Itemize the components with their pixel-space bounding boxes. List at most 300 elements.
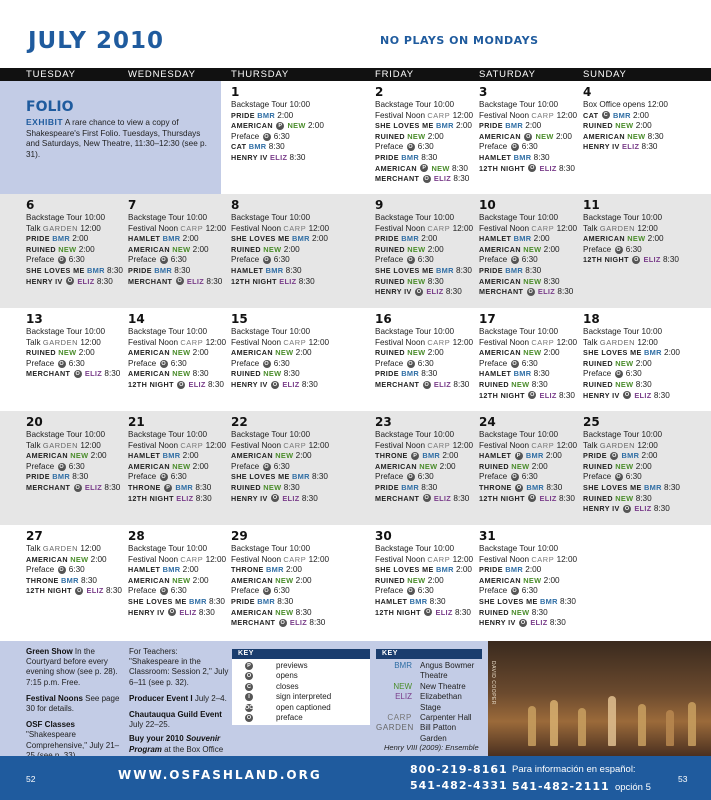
performance-line: RUINED NEW 2:00 xyxy=(26,244,95,254)
event-symbol-icon: O xyxy=(512,474,517,481)
event-symbol-icon: O xyxy=(264,463,269,470)
schedule-line: Backstage Tour 10:00 xyxy=(231,100,311,109)
performance-line: THRONE P BMR 8:30 xyxy=(128,482,212,492)
schedule-line: Backstage Tour 10:00 xyxy=(583,430,663,439)
day-number: 24 xyxy=(479,415,496,429)
performance-line: HENRY IV O ELIZ 8:30 xyxy=(583,504,670,514)
day-cell xyxy=(479,194,578,308)
event-symbol-icon: O xyxy=(272,381,278,388)
event-symbol-icon: O xyxy=(408,257,413,264)
spanish-info-phone: 541-482-2111 opción 5 xyxy=(512,780,651,793)
performance-line: 12TH NIGHT O ELIZ 8:30 xyxy=(479,163,575,173)
performance-line: HAMLET BMR 8:30 xyxy=(231,265,302,275)
performance-line: AMERICAN NEW 8:30 xyxy=(231,607,312,617)
performance-line: MERCHANT O ELIZ 8:30 xyxy=(231,618,326,628)
schedule-line: Preface O 6:30 xyxy=(231,586,290,596)
performance-line: RUINED NEW 2:00 xyxy=(479,461,548,471)
performance-line: SHE LOVES ME BMR 8:30 xyxy=(26,265,123,275)
schedule-line: Preface O 6:30 xyxy=(479,358,538,368)
performance-line: AMERICAN O NEW 2:00 xyxy=(479,131,572,141)
event-symbol-icon: P xyxy=(420,164,428,172)
schedule-line: Preface O 6:30 xyxy=(375,472,434,482)
event-symbol-icon: C xyxy=(602,111,610,119)
schedule-line: Box Office opens 12:00 xyxy=(583,100,668,109)
event-symbol-icon: O xyxy=(246,673,252,680)
event-symbol-icon: O xyxy=(408,474,413,481)
performance-line: SHE LOVES ME BMR 2:00 xyxy=(375,121,472,131)
event-symbol-icon: O xyxy=(59,257,64,264)
performance-line: AMERICAN NEW 2:00 xyxy=(128,244,209,254)
key-entry: O opens xyxy=(246,671,298,681)
event-symbol-icon: O xyxy=(416,288,422,295)
day-cell xyxy=(479,411,578,525)
key-title: KEY xyxy=(376,649,482,659)
performance-line: PRIDE O BMR 2:00 xyxy=(583,451,658,461)
performance-line: SHE LOVES ME BMR 2:00 xyxy=(583,348,680,358)
event-symbol-icon: O xyxy=(77,588,82,595)
day-cell xyxy=(375,525,474,641)
day-cell xyxy=(479,81,578,194)
performance-line: THRONE P BMR 2:00 xyxy=(375,451,459,461)
photo-caption: Henry VIII (2009): Ensemble xyxy=(384,743,479,752)
performance-line: PRIDE BMR 2:00 xyxy=(26,234,89,244)
performance-line: RUINED NEW 8:30 xyxy=(583,379,652,389)
event-line: Festival Noon CARP 12:00 xyxy=(231,554,330,564)
folio-exhibit-box xyxy=(0,81,221,194)
event-symbol-icon: O xyxy=(516,484,522,491)
performance-line: HENRY IV O ELIZ 8:30 xyxy=(231,379,318,389)
performance-line: 12TH NIGHT O ELIZ 8:30 xyxy=(375,607,471,617)
key-entry: BMR Angus Bowmer Theatre xyxy=(394,661,475,681)
performance-line: THRONE BMR 2:00 xyxy=(231,565,302,575)
performance-line: PRIDE BMR 8:30 xyxy=(375,369,438,379)
day-cell xyxy=(231,194,365,308)
performance-line: AMERICAN NEW 2:00 xyxy=(479,244,560,254)
performance-line: 12TH NIGHT ELIZ 8:30 xyxy=(128,493,212,503)
event-symbol-icon: O xyxy=(512,360,517,367)
performance-line: HENRY IV O ELIZ 8:30 xyxy=(231,493,318,503)
performance-line: MERCHANT O ELIZ 8:30 xyxy=(26,482,121,492)
performance-line: RUINED NEW 2:00 xyxy=(583,121,652,131)
schedule-line: Preface O 6:30 xyxy=(231,131,290,141)
day-cell xyxy=(231,411,365,525)
schedule-line: Preface O 6:30 xyxy=(128,586,187,596)
day-number: 21 xyxy=(128,415,145,429)
schedule-line: Backstage Tour 10:00 xyxy=(26,213,106,222)
performance-line: THRONE O BMR 8:30 xyxy=(479,482,563,492)
performance-line: SHE LOVES ME BMR 8:30 xyxy=(583,482,680,492)
key-entry: P previews xyxy=(244,661,370,671)
week-row xyxy=(0,81,711,194)
schedule-line: Preface O 6:30 xyxy=(583,244,642,254)
info-column-2: For Teachers: "Shakespeare in the Classroom: Session 2," July 6–11 (see p. 32). Producer Event I July 2–4. Chautauqua Guild Event July 22–25. Buy your 2010 Souvenir Program at the Box Office xyxy=(129,647,229,754)
day-cell xyxy=(128,194,227,308)
performance-line: MERCHANT O ELIZ 8:30 xyxy=(375,174,470,184)
performance-line: CAT C BMR 2:00 xyxy=(583,110,649,120)
schedule-line: Backstage Tour 10:00 xyxy=(231,430,311,439)
day-number: 16 xyxy=(375,312,392,326)
schedule-line: Preface O 6:30 xyxy=(26,255,85,265)
performance-line: THRONE BMR 8:30 xyxy=(26,575,97,585)
event-symbol-icon: OC xyxy=(245,704,254,711)
event-line: Talk GARDEN 12:00 xyxy=(26,337,101,347)
schedule-line: Backstage Tour 10:00 xyxy=(375,327,455,336)
schedule-line: Backstage Tour 10:00 xyxy=(375,100,455,109)
event-symbol-icon: P xyxy=(515,452,523,460)
performance-line: 12TH NIGHT O ELIZ 8:30 xyxy=(479,493,575,503)
event-symbol-icon: O xyxy=(530,495,535,502)
event-line: Festival Noon CARP 12:00 xyxy=(375,554,474,564)
page-footer xyxy=(0,756,711,800)
performance-line: RUINED NEW 2:00 xyxy=(583,358,652,368)
event-symbol-icon: O xyxy=(246,714,252,721)
event-line: Festival Noon CARP 12:00 xyxy=(375,440,474,450)
performance-line: HAMLET P BMR 2:00 xyxy=(479,451,562,461)
performance-line: RUINED NEW 2:00 xyxy=(375,244,444,254)
day-number: 22 xyxy=(231,415,248,429)
event-symbol-icon: O xyxy=(264,360,269,367)
performance-line: HENRY IV O ELIZ 8:30 xyxy=(128,607,215,617)
performance-line: AMERICAN NEW 2:00 xyxy=(26,554,107,564)
schedule-line: Preface O 6:30 xyxy=(375,586,434,596)
event-symbol-icon: O xyxy=(408,360,413,367)
schedule-line: Preface O 6:30 xyxy=(583,369,642,379)
performance-line: AMERICAN NEW 8:30 xyxy=(479,276,560,286)
event-symbol-icon: O xyxy=(59,463,64,470)
schedule-line: Preface O 6:30 xyxy=(231,358,290,368)
day-number: 6 xyxy=(26,198,35,212)
day-number: 17 xyxy=(479,312,496,326)
event-line: Festival Noon CARP 12:00 xyxy=(128,554,227,564)
event-symbol-icon: P xyxy=(411,452,419,460)
performance-line: AMERICAN NEW 2:00 xyxy=(231,348,312,358)
performance-line: RUINED NEW 8:30 xyxy=(583,493,652,503)
event-symbol-icon: O xyxy=(272,495,278,502)
schedule-line: Backstage Tour 10:00 xyxy=(26,327,106,336)
schedule-line: Preface O 6:30 xyxy=(479,142,538,152)
schedule-line: Preface O 6:30 xyxy=(479,586,538,596)
performance-line: AMERICAN NEW 2:00 xyxy=(128,575,209,585)
schedule-line: Backstage Tour 10:00 xyxy=(479,544,559,553)
page-number-left: 52 xyxy=(26,774,36,784)
event-symbol-icon: O xyxy=(530,165,535,172)
performance-line: PRIDE BMR 2:00 xyxy=(231,110,294,120)
event-symbol-icon: O xyxy=(530,392,535,399)
page-number-right: 53 xyxy=(678,774,688,784)
day-cell xyxy=(375,411,474,525)
event-symbol-icon: O xyxy=(526,133,531,140)
performance-line: RUINED NEW 8:30 xyxy=(479,379,548,389)
performance-line: MERCHANT O ELIZ 8:30 xyxy=(128,276,223,286)
schedule-line: Preface O 6:30 xyxy=(479,255,538,265)
event-symbol-icon: O xyxy=(424,175,429,182)
day-number: 30 xyxy=(375,529,392,543)
event-symbol-icon: O xyxy=(177,278,182,285)
performance-line: AMERICAN NEW 2:00 xyxy=(231,451,312,461)
week-row xyxy=(0,308,711,411)
schedule-line: Preface O 6:30 xyxy=(375,142,434,152)
event-symbol-icon: O xyxy=(161,257,166,264)
folio-description: EXHIBIT A rare chance to view a copy of Shakespeare's First Folio. Tuesdays, Thursdays and Saturdays, New Theatre, 11:30–12:30 (see p. 31). xyxy=(26,117,207,159)
day-number: 2 xyxy=(375,85,384,99)
performance-line: PRIDE BMR 2:00 xyxy=(375,234,438,244)
performance-line: PRIDE BMR 8:30 xyxy=(231,596,294,606)
event-symbol-icon: O xyxy=(520,619,526,626)
schedule-line: Backstage Tour 10:00 xyxy=(479,213,559,222)
event-symbol-icon: O xyxy=(161,474,166,481)
day-cell xyxy=(231,308,365,411)
key-entry: GARDEN Bill Patton Garden xyxy=(376,723,457,743)
schedule-line: Preface O 6:30 xyxy=(231,255,290,265)
event-line: Festival Noon CARP 12:00 xyxy=(231,223,330,233)
day-cell xyxy=(583,194,711,308)
event-line: Festival Noon CARP 12:00 xyxy=(375,110,474,120)
day-header-sunday: SUNDAY xyxy=(573,68,711,81)
event-symbol-icon: O xyxy=(408,588,413,595)
event-symbol-icon: O xyxy=(264,588,269,595)
event-symbol-icon: O xyxy=(512,144,517,151)
day-cell xyxy=(479,308,578,411)
performance-line: AMERICAN P NEW 2:00 xyxy=(231,121,324,131)
performance-line: 12TH NIGHT O ELIZ 8:30 xyxy=(479,390,575,400)
event-symbol-icon: O xyxy=(161,588,166,595)
performance-line: AMERICAN NEW 8:30 xyxy=(128,369,209,379)
schedule-line: Backstage Tour 10:00 xyxy=(128,327,208,336)
performance-line: 12TH NIGHT ELIZ 8:30 xyxy=(231,276,315,286)
performance-line: HAMLET BMR 2:00 xyxy=(128,451,199,461)
performance-line: HENRY IV O ELIZ 8:30 xyxy=(583,390,670,400)
performance-line: PRIDE BMR 2:00 xyxy=(479,565,542,575)
day-number: 4 xyxy=(583,85,592,99)
week-row xyxy=(0,525,711,641)
event-symbol-icon: C xyxy=(245,683,253,691)
event-line: Festival Noon CARP 12:00 xyxy=(128,223,227,233)
symbol-key xyxy=(232,649,370,725)
key-entry: OC open captioned xyxy=(245,702,331,712)
day-number: 27 xyxy=(26,529,43,543)
event-symbol-icon: P xyxy=(276,122,284,130)
performance-line: HAMLET BMR 8:30 xyxy=(479,369,550,379)
day-header-saturday: SATURDAY xyxy=(469,68,573,81)
performance-line: AMERICAN NEW 2:00 xyxy=(479,348,560,358)
schedule-line: Backstage Tour 10:00 xyxy=(231,544,311,553)
week-row xyxy=(0,411,711,525)
performance-line: HAMLET BMR 8:30 xyxy=(375,596,446,606)
day-number: 31 xyxy=(479,529,496,543)
day-cell xyxy=(128,308,227,411)
event-line: Festival Noon CARP 12:00 xyxy=(231,337,330,347)
schedule-line: Preface O 6:30 xyxy=(375,255,434,265)
schedule-line: Backstage Tour 10:00 xyxy=(128,430,208,439)
day-cell xyxy=(583,411,711,525)
performance-line: 12TH NIGHT O ELIZ 8:30 xyxy=(128,379,224,389)
event-line: Festival Noon CARP 12:00 xyxy=(128,337,227,347)
event-symbol-icon: O xyxy=(408,144,413,151)
event-line: Festival Noon CARP 12:00 xyxy=(479,223,578,233)
event-symbol-icon: O xyxy=(169,609,175,616)
day-cell xyxy=(375,194,474,308)
performance-line: 12TH NIGHT O ELIZ 8:30 xyxy=(583,255,679,265)
day-number: 23 xyxy=(375,415,392,429)
performance-line: RUINED NEW 2:00 xyxy=(583,461,652,471)
event-line: Festival Noon CARP 12:00 xyxy=(231,440,330,450)
performance-line: AMERICAN NEW 2:00 xyxy=(231,575,312,585)
day-number: 3 xyxy=(479,85,488,99)
month-title: JULY 2010 xyxy=(28,28,164,54)
folio-title: FOLIO xyxy=(26,99,74,115)
performance-line: RUINED NEW 8:30 xyxy=(479,607,548,617)
key-entry: ELIZ Elizabethan Stage xyxy=(395,692,462,712)
performance-line: HAMLET BMR 2:00 xyxy=(128,234,199,244)
page-header xyxy=(0,0,711,68)
website-link[interactable]: WWW.OSFASHLAND.ORG xyxy=(118,768,322,782)
performance-line: MERCHANT O ELIZ 8:30 xyxy=(375,493,470,503)
schedule-line: Preface O 6:30 xyxy=(375,358,434,368)
event-line: Festival Noon CARP 12:00 xyxy=(375,337,474,347)
day-number: 15 xyxy=(231,312,248,326)
event-line: Festival Noon CARP 12:00 xyxy=(479,337,578,347)
event-symbol-icon: O xyxy=(75,484,80,491)
event-symbol-icon: O xyxy=(179,381,184,388)
performance-line: 12TH NIGHT O ELIZ 8:30 xyxy=(26,586,122,596)
schedule-line: Backstage Tour 10:00 xyxy=(375,213,455,222)
day-cell xyxy=(479,525,578,641)
day-cell xyxy=(26,194,134,308)
key-entry: NEW New Theatre xyxy=(393,681,466,691)
day-cell xyxy=(375,81,474,194)
schedule-line: Preface O 6:30 xyxy=(26,461,85,471)
event-line: Talk GARDEN 12:00 xyxy=(583,440,658,450)
performance-line: RUINED NEW 2:00 xyxy=(231,244,300,254)
event-symbol-icon: O xyxy=(75,371,80,378)
day-cell xyxy=(583,308,711,411)
event-symbol-icon: O xyxy=(161,360,166,367)
day-cell xyxy=(26,308,134,411)
performance-line: HENRY IV O ELIZ 8:30 xyxy=(479,618,566,628)
schedule-line: Preface O 6:30 xyxy=(231,461,290,471)
day-number: 29 xyxy=(231,529,248,543)
spanish-info-label: Para información en español: xyxy=(512,764,636,775)
photo-credit: DAVID COOPER xyxy=(490,661,496,705)
schedule-line: Backstage Tour 10:00 xyxy=(479,430,559,439)
day-number: 10 xyxy=(479,198,496,212)
performance-line: AMERICAN NEW 8:30 xyxy=(583,131,664,141)
day-number: 14 xyxy=(128,312,145,326)
performance-line: CAT BMR 8:30 xyxy=(231,142,285,152)
schedule-line: Preface O 6:30 xyxy=(479,472,538,482)
event-symbol-icon: O xyxy=(616,246,621,253)
event-symbol-icon: O xyxy=(59,567,64,574)
performance-line: PRIDE BMR 8:30 xyxy=(479,265,542,275)
event-symbol-icon: O xyxy=(67,278,73,285)
schedule-line: Backstage Tour 10:00 xyxy=(479,327,559,336)
day-number: 28 xyxy=(128,529,145,543)
performance-line: PRIDE BMR 8:30 xyxy=(26,472,89,482)
performance-line: SHE LOVES ME BMR 2:00 xyxy=(375,565,472,575)
performance-line: HAMLET BMR 2:00 xyxy=(128,565,199,575)
phone-local: 541-482-4331 xyxy=(410,779,508,792)
event-line: Festival Noon CARP 12:00 xyxy=(479,554,578,564)
performance-line: RUINED NEW 2:00 xyxy=(375,348,444,358)
day-number: 8 xyxy=(231,198,240,212)
event-symbol-icon: O xyxy=(512,257,517,264)
performance-line: AMERICAN NEW 2:00 xyxy=(583,234,664,244)
event-symbol-icon: P xyxy=(245,662,253,670)
event-symbol-icon: P xyxy=(164,484,172,492)
performance-line: AMERICAN NEW 2:00 xyxy=(128,348,209,358)
event-line: Festival Noon CARP 12:00 xyxy=(479,110,578,120)
schedule-line: Preface O 6:30 xyxy=(26,358,85,368)
schedule-line: Preface O 6:30 xyxy=(583,472,642,482)
event-line: Talk GARDEN 12:00 xyxy=(26,544,101,553)
event-symbol-icon: O xyxy=(616,371,621,378)
day-number: 20 xyxy=(26,415,43,429)
key-entry: O preface xyxy=(246,713,303,723)
performance-line: HENRY IV O ELIZ 8:30 xyxy=(375,287,462,297)
performance-line: HENRY IV ELIZ 8:30 xyxy=(583,142,658,152)
day-header-friday: FRIDAY xyxy=(365,68,469,81)
schedule-line: Backstage Tour 10:00 xyxy=(231,327,311,336)
schedule-line: Backstage Tour 10:00 xyxy=(583,213,663,222)
event-symbol-icon: O xyxy=(528,288,533,295)
event-symbol-icon: I xyxy=(245,693,253,701)
event-line: Talk GARDEN 12:00 xyxy=(26,440,101,450)
event-symbol-icon: O xyxy=(264,133,269,140)
theatre-key xyxy=(376,649,482,744)
performance-line: AMERICAN NEW 2:00 xyxy=(479,575,560,585)
day-number: 11 xyxy=(583,198,600,212)
event-symbol-icon: O xyxy=(426,609,431,616)
event-line: Talk GARDEN 12:00 xyxy=(26,223,101,233)
performance-line: MERCHANT O ELIZ 8:30 xyxy=(479,287,574,297)
performance-line: SHE LOVES ME BMR 2:00 xyxy=(231,234,328,244)
performance-line: HAMLET BMR 2:00 xyxy=(479,234,550,244)
schedule-line: Backstage Tour 10:00 xyxy=(231,213,311,222)
event-symbol-icon: O xyxy=(612,453,617,460)
performance-line: AMERICAN NEW 2:00 xyxy=(375,461,456,471)
day-cell xyxy=(231,525,365,641)
performance-line: SHE LOVES ME BMR 8:30 xyxy=(128,596,225,606)
day-cell xyxy=(231,81,365,194)
key-entry: I sign interpreted xyxy=(244,692,370,702)
day-number: 25 xyxy=(583,415,600,429)
event-line: Talk GARDEN 12:00 xyxy=(583,337,658,347)
schedule-line: Backstage Tour 10:00 xyxy=(479,100,559,109)
performance-line: RUINED NEW 8:30 xyxy=(231,482,300,492)
performance-line: AMERICAN P NEW 8:30 xyxy=(375,163,468,173)
day-number: 18 xyxy=(583,312,600,326)
event-symbol-icon: O xyxy=(59,360,64,367)
event-symbol-icon: O xyxy=(280,619,285,626)
event-line: Festival Noon CARP 12:00 xyxy=(375,223,474,233)
schedule-line: Backstage Tour 10:00 xyxy=(26,430,106,439)
info-column-1: Green Show In the Courtyard before every evening show (see p. 28). 7:15 p.m. Free. Festival Noons See page 30 for details. OSF Classes "Shakespeare Comprehensive," July 21– xyxy=(26,647,120,750)
day-number: 1 xyxy=(231,85,240,99)
performance-line: RUINED NEW 8:30 xyxy=(231,369,300,379)
schedule-line: Preface O 6:30 xyxy=(128,358,187,368)
performance-line: AMERICAN NEW 2:00 xyxy=(128,461,209,471)
day-cell xyxy=(128,411,227,525)
performance-line: PRIDE BMR 8:30 xyxy=(375,152,438,162)
event-symbol-icon: O xyxy=(634,257,639,264)
schedule-line: Backstage Tour 10:00 xyxy=(375,430,455,439)
performance-line: SHE LOVES ME BMR 8:30 xyxy=(375,265,472,275)
performance-line: SHE LOVES ME BMR 8:30 xyxy=(231,472,328,482)
performance-line: HENRY IV O ELIZ 8:30 xyxy=(26,276,113,286)
event-symbol-icon: O xyxy=(624,392,630,399)
key-title: KEY xyxy=(232,649,370,659)
week-row xyxy=(0,194,711,308)
